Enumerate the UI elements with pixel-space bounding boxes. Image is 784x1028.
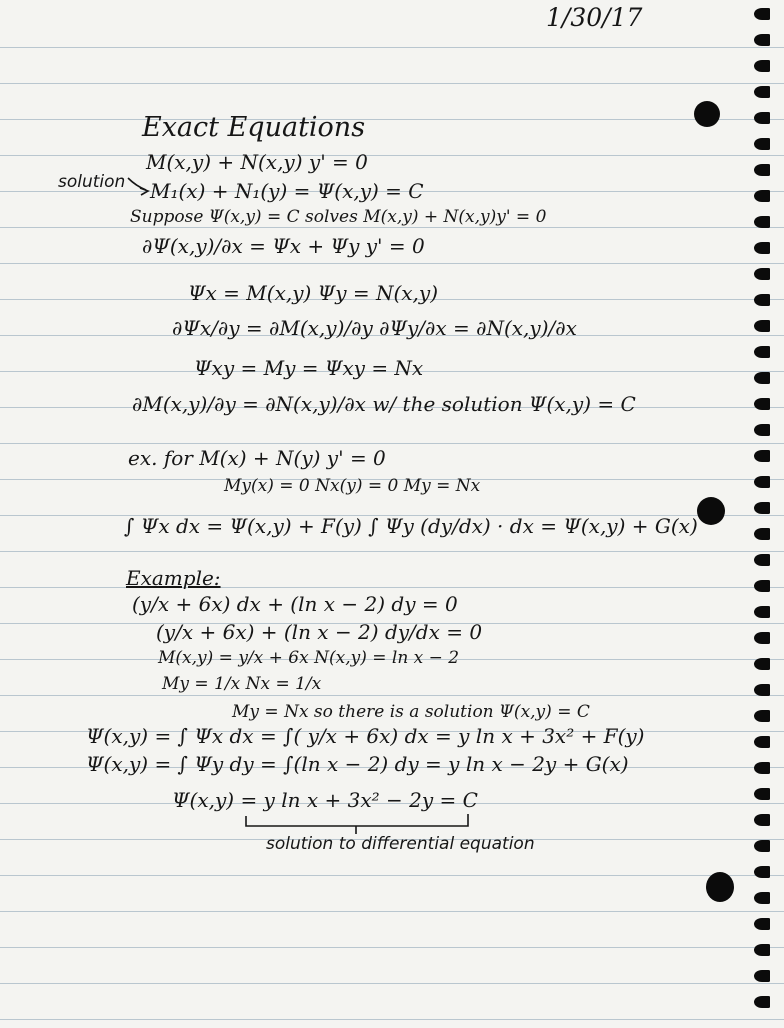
spiral-loop <box>754 684 770 696</box>
spiral-loop <box>754 450 770 462</box>
note-line-6: ∂Ψx/∂y = ∂M(x,y)/∂y ∂Ψy/∂x = ∂N(x,y)/∂x <box>172 316 577 340</box>
spiral-loop <box>754 580 770 592</box>
punch-hole-bottom <box>706 872 734 902</box>
note-line-18: Ψ(x,y) = ∫ Ψx dx = ∫( y/x + 6x) dx = y ln x + 3x² + F(y) <box>86 724 645 748</box>
spiral-loop <box>754 268 770 280</box>
spiral-loop <box>754 606 770 618</box>
spiral-loop <box>754 190 770 202</box>
spiral-loop <box>754 944 770 956</box>
spiral-loop <box>754 8 770 20</box>
spiral-loop <box>754 372 770 384</box>
page-title: Exact Equations <box>142 112 366 143</box>
note-line-11: ∫ Ψx dx = Ψ(x,y) + F(y) ∫ Ψy (dy/dx) · dx = Ψ(x,y) + G(x) <box>124 514 698 538</box>
spiral-loop <box>754 502 770 514</box>
spiral-loop <box>754 242 770 254</box>
spiral-loop <box>754 632 770 644</box>
solution-caption: solution to differential equation <box>266 834 535 854</box>
note-line-3: Suppose Ψ(x,y) = C solves M(x,y) + N(x,y)y' = 0 <box>130 207 547 227</box>
punch-hole-top <box>694 101 720 127</box>
note-line-5: Ψx = M(x,y) Ψy = N(x,y) <box>188 281 439 305</box>
spiral-loop <box>754 164 770 176</box>
spiral-loop <box>754 866 770 878</box>
spiral-loop <box>754 554 770 566</box>
spiral-loop <box>754 710 770 722</box>
note-line-17: My = Nx so there is a solution Ψ(x,y) = C <box>232 702 590 722</box>
spiral-loop <box>754 788 770 800</box>
spiral-loop <box>754 60 770 72</box>
spiral-loop <box>754 892 770 904</box>
spiral-loop <box>754 320 770 332</box>
spiral-loop <box>754 112 770 124</box>
spiral-loop <box>754 840 770 852</box>
arrowhead <box>140 188 148 195</box>
spiral-loop <box>754 918 770 930</box>
spiral-loop <box>754 736 770 748</box>
note-line-4: ∂Ψ(x,y)/∂x = Ψx + Ψy y' = 0 <box>142 234 425 258</box>
date: 1/30/17 <box>546 3 643 32</box>
note-line-13: (y/x + 6x) dx + (ln x − 2) dy = 0 <box>132 592 458 616</box>
spiral-loop <box>754 86 770 98</box>
spiral-loop <box>754 216 770 228</box>
note-line-8: ∂M(x,y)/∂y = ∂N(x,y)/∂x w/ the solution Ψ(x,y) = C <box>132 392 636 416</box>
note-line-15: M(x,y) = y/x + 6x N(x,y) = ln x − 2 <box>158 648 460 668</box>
note-line-20: Ψ(x,y) = y ln x + 3x² − 2y = C <box>172 788 478 812</box>
note-line-14: (y/x + 6x) + (ln x − 2) dy/dx = 0 <box>156 620 483 644</box>
example-heading: Example: <box>126 566 221 590</box>
spiral-loop <box>754 996 770 1008</box>
spiral-loop <box>754 970 770 982</box>
spiral-loop <box>754 476 770 488</box>
spiral-loop <box>754 814 770 826</box>
spiral-loop <box>754 34 770 46</box>
punch-hole-middle <box>697 497 725 525</box>
note-line-9: ex. for M(x) + N(y) y' = 0 <box>128 446 386 470</box>
spiral-loop <box>754 762 770 774</box>
spiral-binding <box>744 0 784 1028</box>
solution-bracket <box>246 814 468 826</box>
side-label-solution: solution <box>58 172 126 192</box>
note-line-16: My = 1/x Nx = 1/x <box>162 674 322 694</box>
note-line-7: Ψxy = My = Ψxy = Nx <box>194 356 424 380</box>
spiral-loop <box>754 658 770 670</box>
spiral-loop <box>754 528 770 540</box>
note-line-10: My(x) = 0 Nx(y) = 0 My = Nx <box>224 476 481 496</box>
note-line-1: M(x,y) + N(x,y) y' = 0 <box>146 150 368 174</box>
note-line-2: M₁(x) + N₁(y) = Ψ(x,y) = C <box>150 179 424 203</box>
spiral-loop <box>754 424 770 436</box>
solution-arrow <box>128 178 146 190</box>
spiral-loop <box>754 138 770 150</box>
spiral-loop <box>754 398 770 410</box>
spiral-loop <box>754 294 770 306</box>
spiral-loop <box>754 346 770 358</box>
note-line-19: Ψ(x,y) = ∫ Ψy dy = ∫(ln x − 2) dy = y ln x − 2y + G(x) <box>86 752 629 776</box>
